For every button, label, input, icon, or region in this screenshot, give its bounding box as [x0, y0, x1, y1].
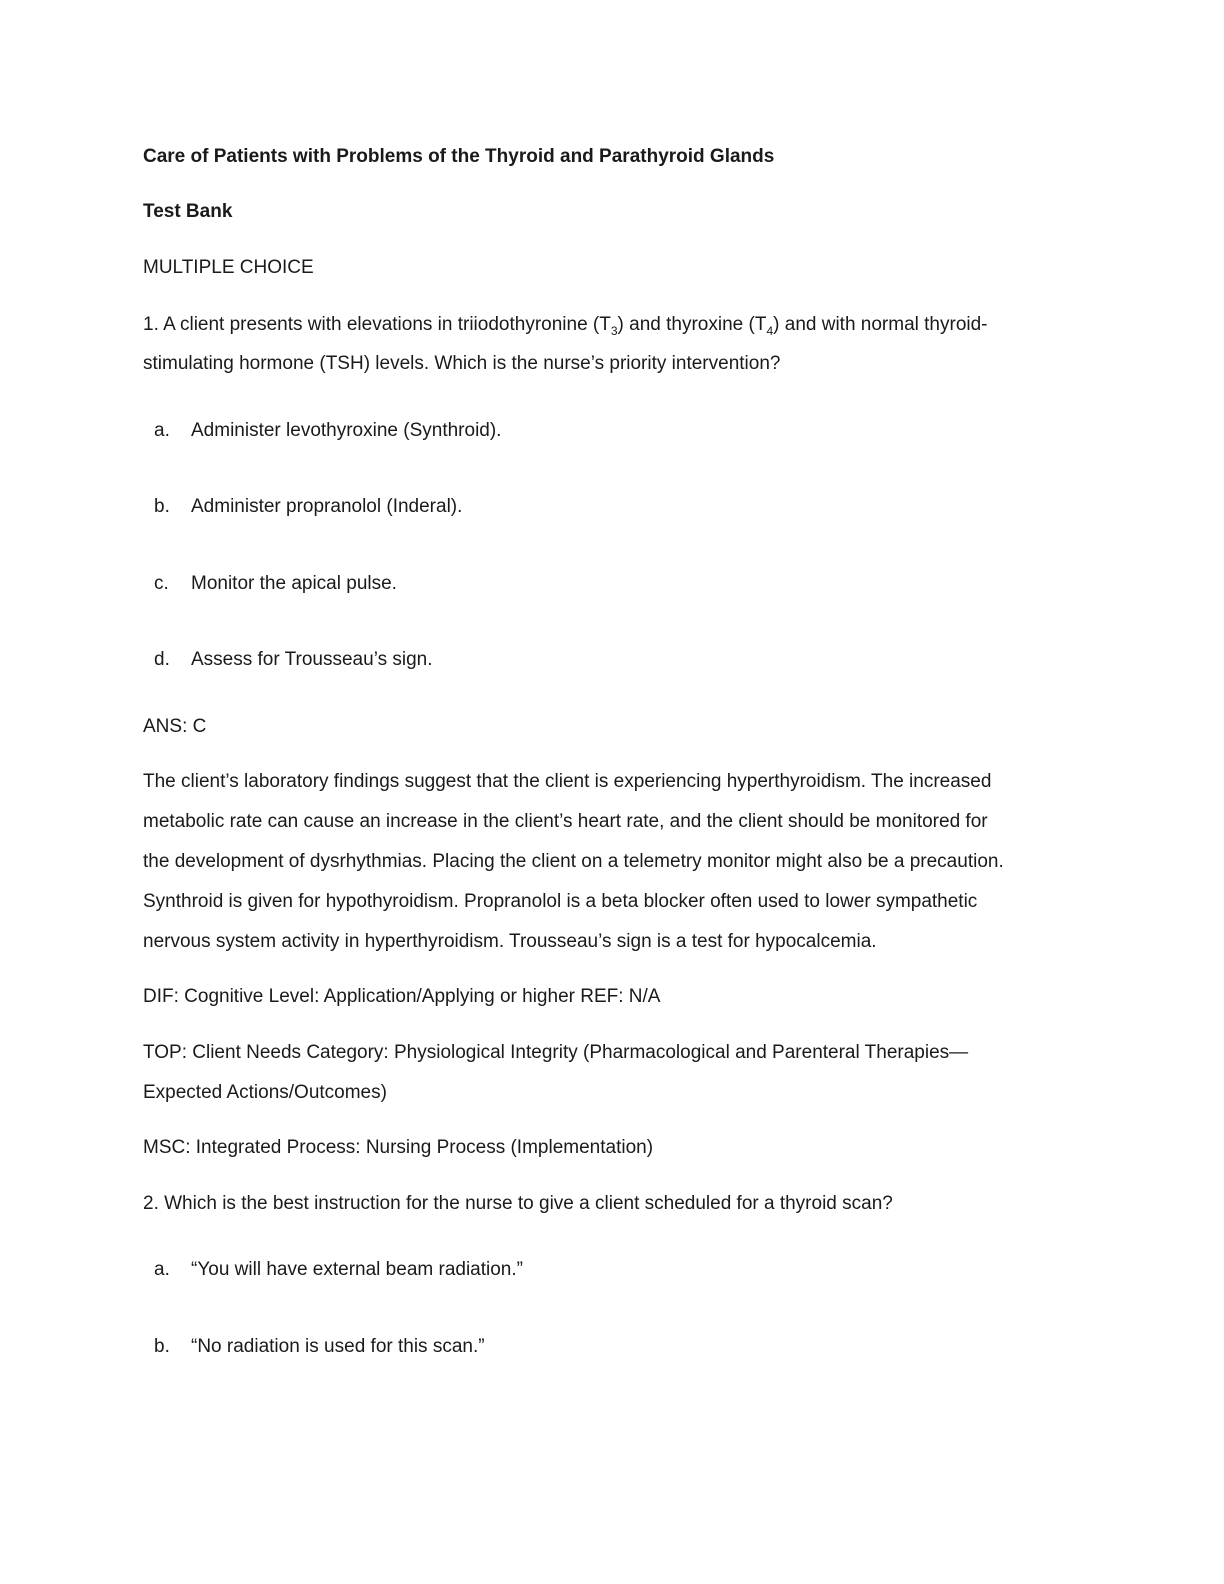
q1-stem-line1: 1. A client presents with elevations in triiodothyronine $(T_3)$ and thyroxine $(T_4)$ and with normal thyroid-	[143, 314, 988, 338]
q1-answer: ANS: C	[143, 716, 207, 737]
q1-topic-line1: TOP: Client Needs Category: Physiological Integrity (Pharmacological and Parenteral Therapies—	[143, 1042, 969, 1063]
document-subtitle: Test Bank	[143, 201, 233, 222]
q1-msc: MSC: Integrated Process: Nursing Process (Implementation)	[143, 1137, 654, 1158]
document-title: Care of Patients with Problems of the Thyroid and Parathyroid Glands	[143, 146, 775, 167]
q1-stem-line2: stimulating hormone (TSH) levels. Which is the nurse’s priority intervention?	[143, 353, 781, 374]
q1-topic-line2: Expected Actions/Outcomes)	[143, 1082, 387, 1103]
q1-difficulty: DIF: Cognitive Level: Application/Applying or higher REF: N/A	[143, 986, 661, 1007]
section-heading: MULTIPLE CHOICE	[143, 257, 314, 278]
q1-rationale-line: The client’s laboratory findings suggest that the client is experiencing hyperthyroidism. The increased	[143, 771, 992, 792]
q2-stem: 2. Which is the best instruction for the nurse to give a client scheduled for a thyroid scan?	[143, 1193, 893, 1214]
q1-rationale-line: nervous system activity in hyperthyroidism. Trousseau’s sign is a test for hypocalcemia.	[143, 931, 877, 952]
document-page: Care of Patients with Problems of the Thyroid and Parathyroid Glands Test Bank MULTIPLE CHOICE 1. A client presents with elevations in triiodothyronine $(T_3)$ and thyroxine $(T_4)$ and with normal thyroid- stimulating hormone (TSH) levels. Which is the nurse’s priority intervention? a. Administer levothyroxine (Synthroid). b. Administer propranolol (Inderal). c. Monitor the apical pulse. d. Assess for Trousseau’s sign. ANS: C The client’s laboratory findings suggest that the client is experiencing hyperthyroidism. The increased metabolic rate can cause an increase in the client’s heart rate, and the client should be monitored for the development of dysrhythmias. Placing the client on a telemetry monitor might also be a precaution. Synthroid is given for hypothyroidism. Propranolol is a beta blocker often used to lower sympathetic nervous system activity in hyperthyroidism. Trousseau’s sign is a test for hypocalcemia. DIF: Cognitive Level: Application/Applying or higher REF: N/A TOP: Client Needs Category: Physiological Integrity (Pharmacological and Parenteral Therapies— Expected Actions/Outcomes) MSC: Integrated Process: Nursing Process (Implementation) 2. Which is the best instruction for the nurse to give a client scheduled for a thyroid scan? a. “You will have external beam radiation.” b. “No radiation is used for this scan.”	[143, 146, 1004, 1357]
q1-rationale-line: metabolic rate can cause an increase in the client’s heart rate, and the client should be monitored for	[143, 811, 988, 832]
q1-rationale-line: Synthroid is given for hypothyroidism. Propranolol is a beta blocker often used to lower sympathetic	[143, 891, 978, 912]
q1-rationale-line: the development of dysrhythmias. Placing the client on a telemetry monitor might also be a precaution.	[143, 851, 1004, 872]
